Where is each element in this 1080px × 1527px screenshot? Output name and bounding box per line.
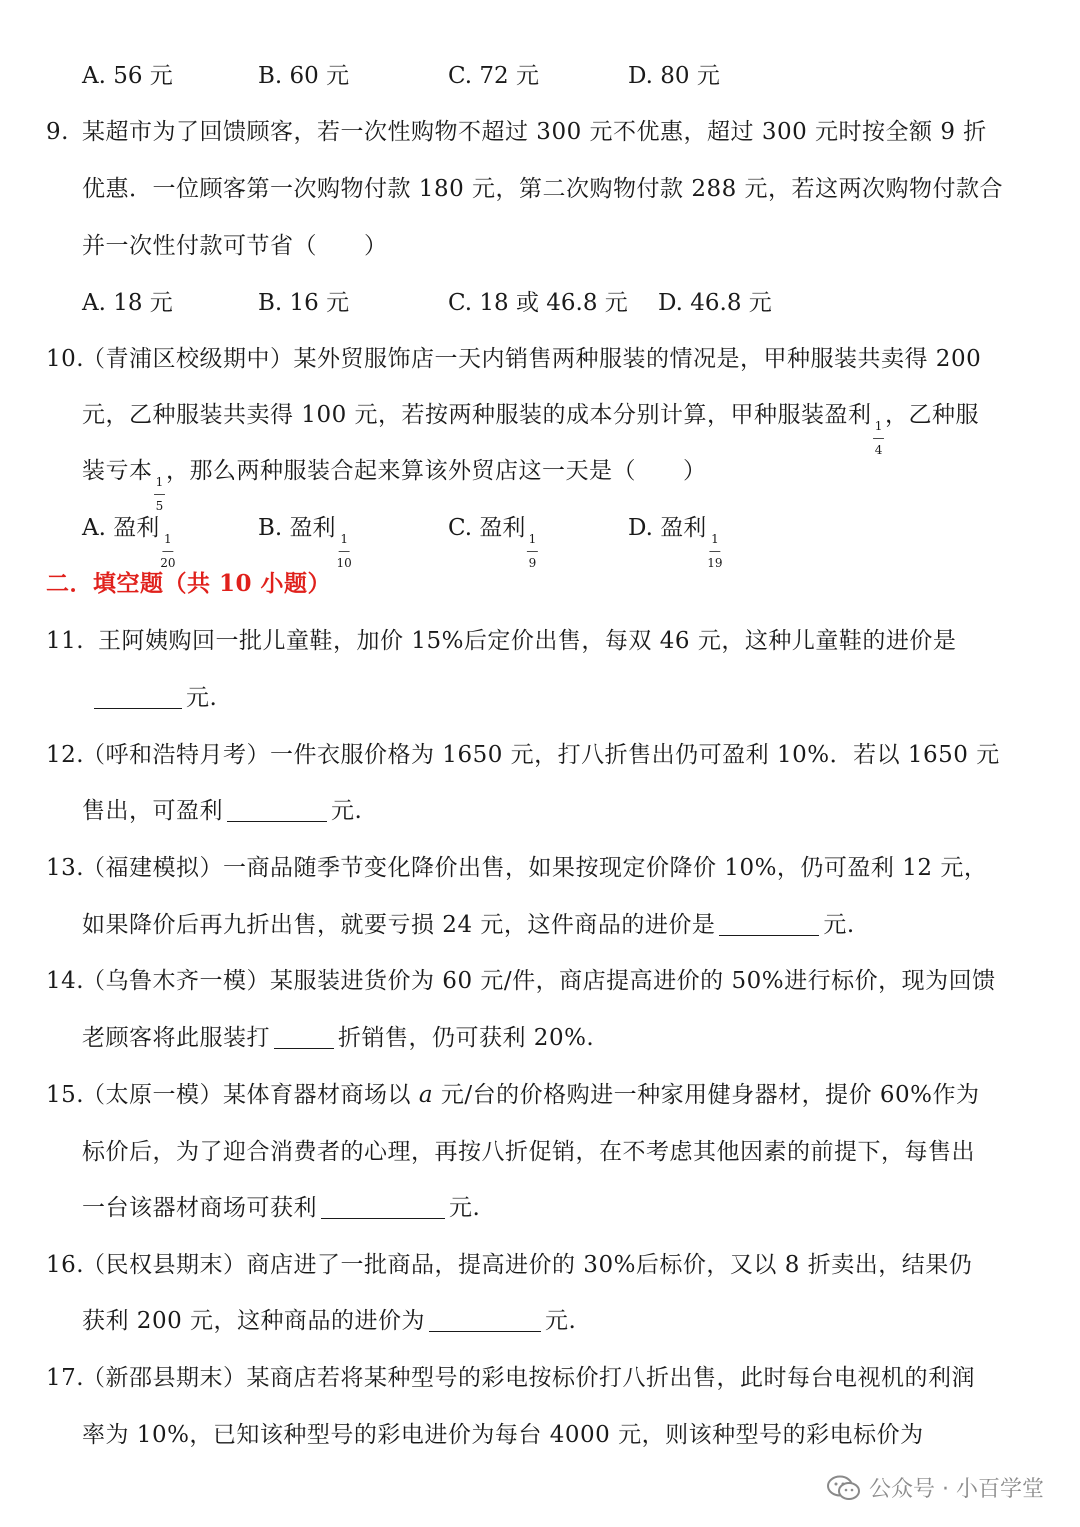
text-segment: 元. xyxy=(449,1195,481,1221)
q10-options xyxy=(82,500,1080,570)
numerator: 1 xyxy=(155,475,164,489)
option-label: D. 盈利 xyxy=(628,515,707,541)
question-number: 16. xyxy=(46,1252,85,1278)
text-segment: 元. xyxy=(331,798,363,824)
question-number: 9. xyxy=(46,119,69,145)
text-segment: 售出，可盈利 xyxy=(82,798,223,824)
question-number: 17. xyxy=(46,1365,85,1391)
numerator: 1 xyxy=(874,419,883,433)
option-a: A. 18 元 xyxy=(82,290,173,316)
text-segment: （太原一模）某体育器材商场以 xyxy=(82,1082,411,1108)
option-a: A. 56 元 xyxy=(82,63,173,89)
question-number: 12. xyxy=(46,742,85,768)
question-text-line: 并一次性付款可节省（ ） xyxy=(82,233,388,259)
fraction-bar: — xyxy=(338,544,351,558)
question-text-line: 某超市为了回馈顾客，若一次性购物不超过 300 元不优惠，超过 300 元时按全额 9 折 xyxy=(82,119,987,145)
denominator: 9 xyxy=(528,556,537,570)
question-text-line xyxy=(90,670,217,726)
question-text-line xyxy=(82,1067,980,1123)
text-segment: ，乙种服 xyxy=(885,402,980,428)
question-text-line: 王阿姨购回一批儿童鞋，加价 15%后定价出售，每双 46 元，这种儿童鞋的进价是 xyxy=(98,628,957,654)
text-segment: 元/台的价格购进一种家用健身器材，提价 60%作为 xyxy=(440,1082,980,1108)
question-text-line xyxy=(82,1010,594,1066)
numerator: 1 xyxy=(164,532,172,546)
option-d: D. 80 元 xyxy=(628,63,720,89)
text-segment: 元. xyxy=(186,685,218,711)
option-b: B. 60 元 xyxy=(258,63,350,89)
text-segment: 老顾客将此服装打 xyxy=(82,1025,270,1051)
text-segment: 元. xyxy=(823,912,855,938)
wechat-icon xyxy=(827,1475,861,1501)
question-number: 10. xyxy=(46,346,85,372)
question-text-line: （青浦区校级期中）某外贸服饰店一天内销售两种服装的情况是，甲种服装共卖得 200 xyxy=(82,346,982,372)
denominator: 4 xyxy=(874,443,883,457)
answer-blank[interactable] xyxy=(321,1190,445,1219)
option-c: C. 72 元 xyxy=(448,63,539,89)
question-text-line: （呼和浩特月考）一件衣服价格为 1650 元，打八折售出仍可盈利 10%．若以 1650 元 xyxy=(82,742,1000,768)
answer-blank[interactable] xyxy=(719,907,819,936)
question-text-line: 标价后，为了迎合消费者的心理，再按八折促销，在不考虑其他因素的前提下，每售出 xyxy=(82,1139,975,1165)
question-text-line: （新邵县期末）某商店若将某种型号的彩电按标价打八折出售，此时每台电视机的利润 xyxy=(82,1365,975,1391)
denominator: 19 xyxy=(707,556,723,570)
fraction-bar: — xyxy=(708,544,721,558)
text-segment: 装亏本 xyxy=(82,458,153,484)
question-text-line: （乌鲁木齐一模）某服装进货价为 60 元/件，商店提高进价的 50%进行标价，现为回馈 xyxy=(82,968,996,994)
variable-a: a xyxy=(418,1082,434,1108)
fraction-bar: — xyxy=(872,431,886,445)
text-segment: 获利 200 元，这种商品的进价为 xyxy=(82,1308,426,1334)
text-segment: 元. xyxy=(545,1308,577,1334)
question-number: 11. xyxy=(46,628,85,654)
text-segment: 如果降价后再九折出售，就要亏损 24 元，这件商品的进价是 xyxy=(82,912,716,938)
numerator: 1 xyxy=(340,532,348,546)
text-segment: 折销售，仍可获利 20%. xyxy=(338,1025,595,1051)
watermark xyxy=(827,1472,1044,1503)
option-label: C. 盈利 xyxy=(448,515,526,541)
denominator: 10 xyxy=(336,556,352,570)
question-number: 15. xyxy=(46,1082,85,1108)
question-number: 14. xyxy=(46,968,85,994)
text-segment: 一台该器材商场可获利 xyxy=(82,1195,317,1221)
denominator: 5 xyxy=(155,499,164,513)
watermark-text: 公众号 · 小百学堂 xyxy=(869,1477,1044,1502)
fraction-bar: — xyxy=(153,487,166,501)
option-c: C. 18 或 46.8 元 xyxy=(448,290,628,316)
answer-blank[interactable] xyxy=(429,1303,541,1332)
question-text-line: 优惠．一位顾客第一次购物付款 180 元，第二次购物付款 288 元，若这两次购物付款合 xyxy=(82,176,1004,202)
question-text-line: （民权县期末）商店进了一批商品，提高进价的 30%后标价，又以 8 折卖出，结果仍 xyxy=(82,1252,973,1278)
question-text-line: （福建模拟）一商品随季节变化降价出售，如果按现定价降价 10%，仍可盈利 12 元， xyxy=(82,855,988,881)
answer-blank[interactable] xyxy=(227,793,327,822)
section-heading: 二．填空题（共 10 小题） xyxy=(46,570,332,597)
question-text-line xyxy=(82,1180,480,1236)
fraction-bar: — xyxy=(526,544,539,558)
option-label: B. 盈利 xyxy=(258,515,336,541)
numerator: 1 xyxy=(711,532,719,546)
text-segment: 元，乙种服装共卖得 100 元，若按两种服装的成本分别计算，甲种服装盈利 xyxy=(82,402,872,428)
option-label: A. 盈利 xyxy=(82,515,160,541)
option-b: B. 16 元 xyxy=(258,290,350,316)
q8-options xyxy=(82,48,1080,104)
denominator: 20 xyxy=(160,556,176,570)
question-text-line xyxy=(82,783,362,839)
question-number: 13. xyxy=(46,855,85,881)
question-text-line xyxy=(82,897,855,953)
numerator: 1 xyxy=(528,532,537,546)
fraction-bar: — xyxy=(161,544,174,558)
text-segment: ，那么两种服装合起来算该外贸店这一天是（ ） xyxy=(166,458,707,484)
answer-blank[interactable] xyxy=(274,1020,334,1049)
question-text-line: 率为 10%，已知该种型号的彩电进价为每台 4000 元，则该种型号的彩电标价为 xyxy=(82,1422,924,1448)
q9-options xyxy=(82,275,1080,331)
answer-blank[interactable] xyxy=(94,680,182,709)
question-text-line xyxy=(82,1293,576,1349)
option-d: D. 46.8 元 xyxy=(658,290,772,316)
